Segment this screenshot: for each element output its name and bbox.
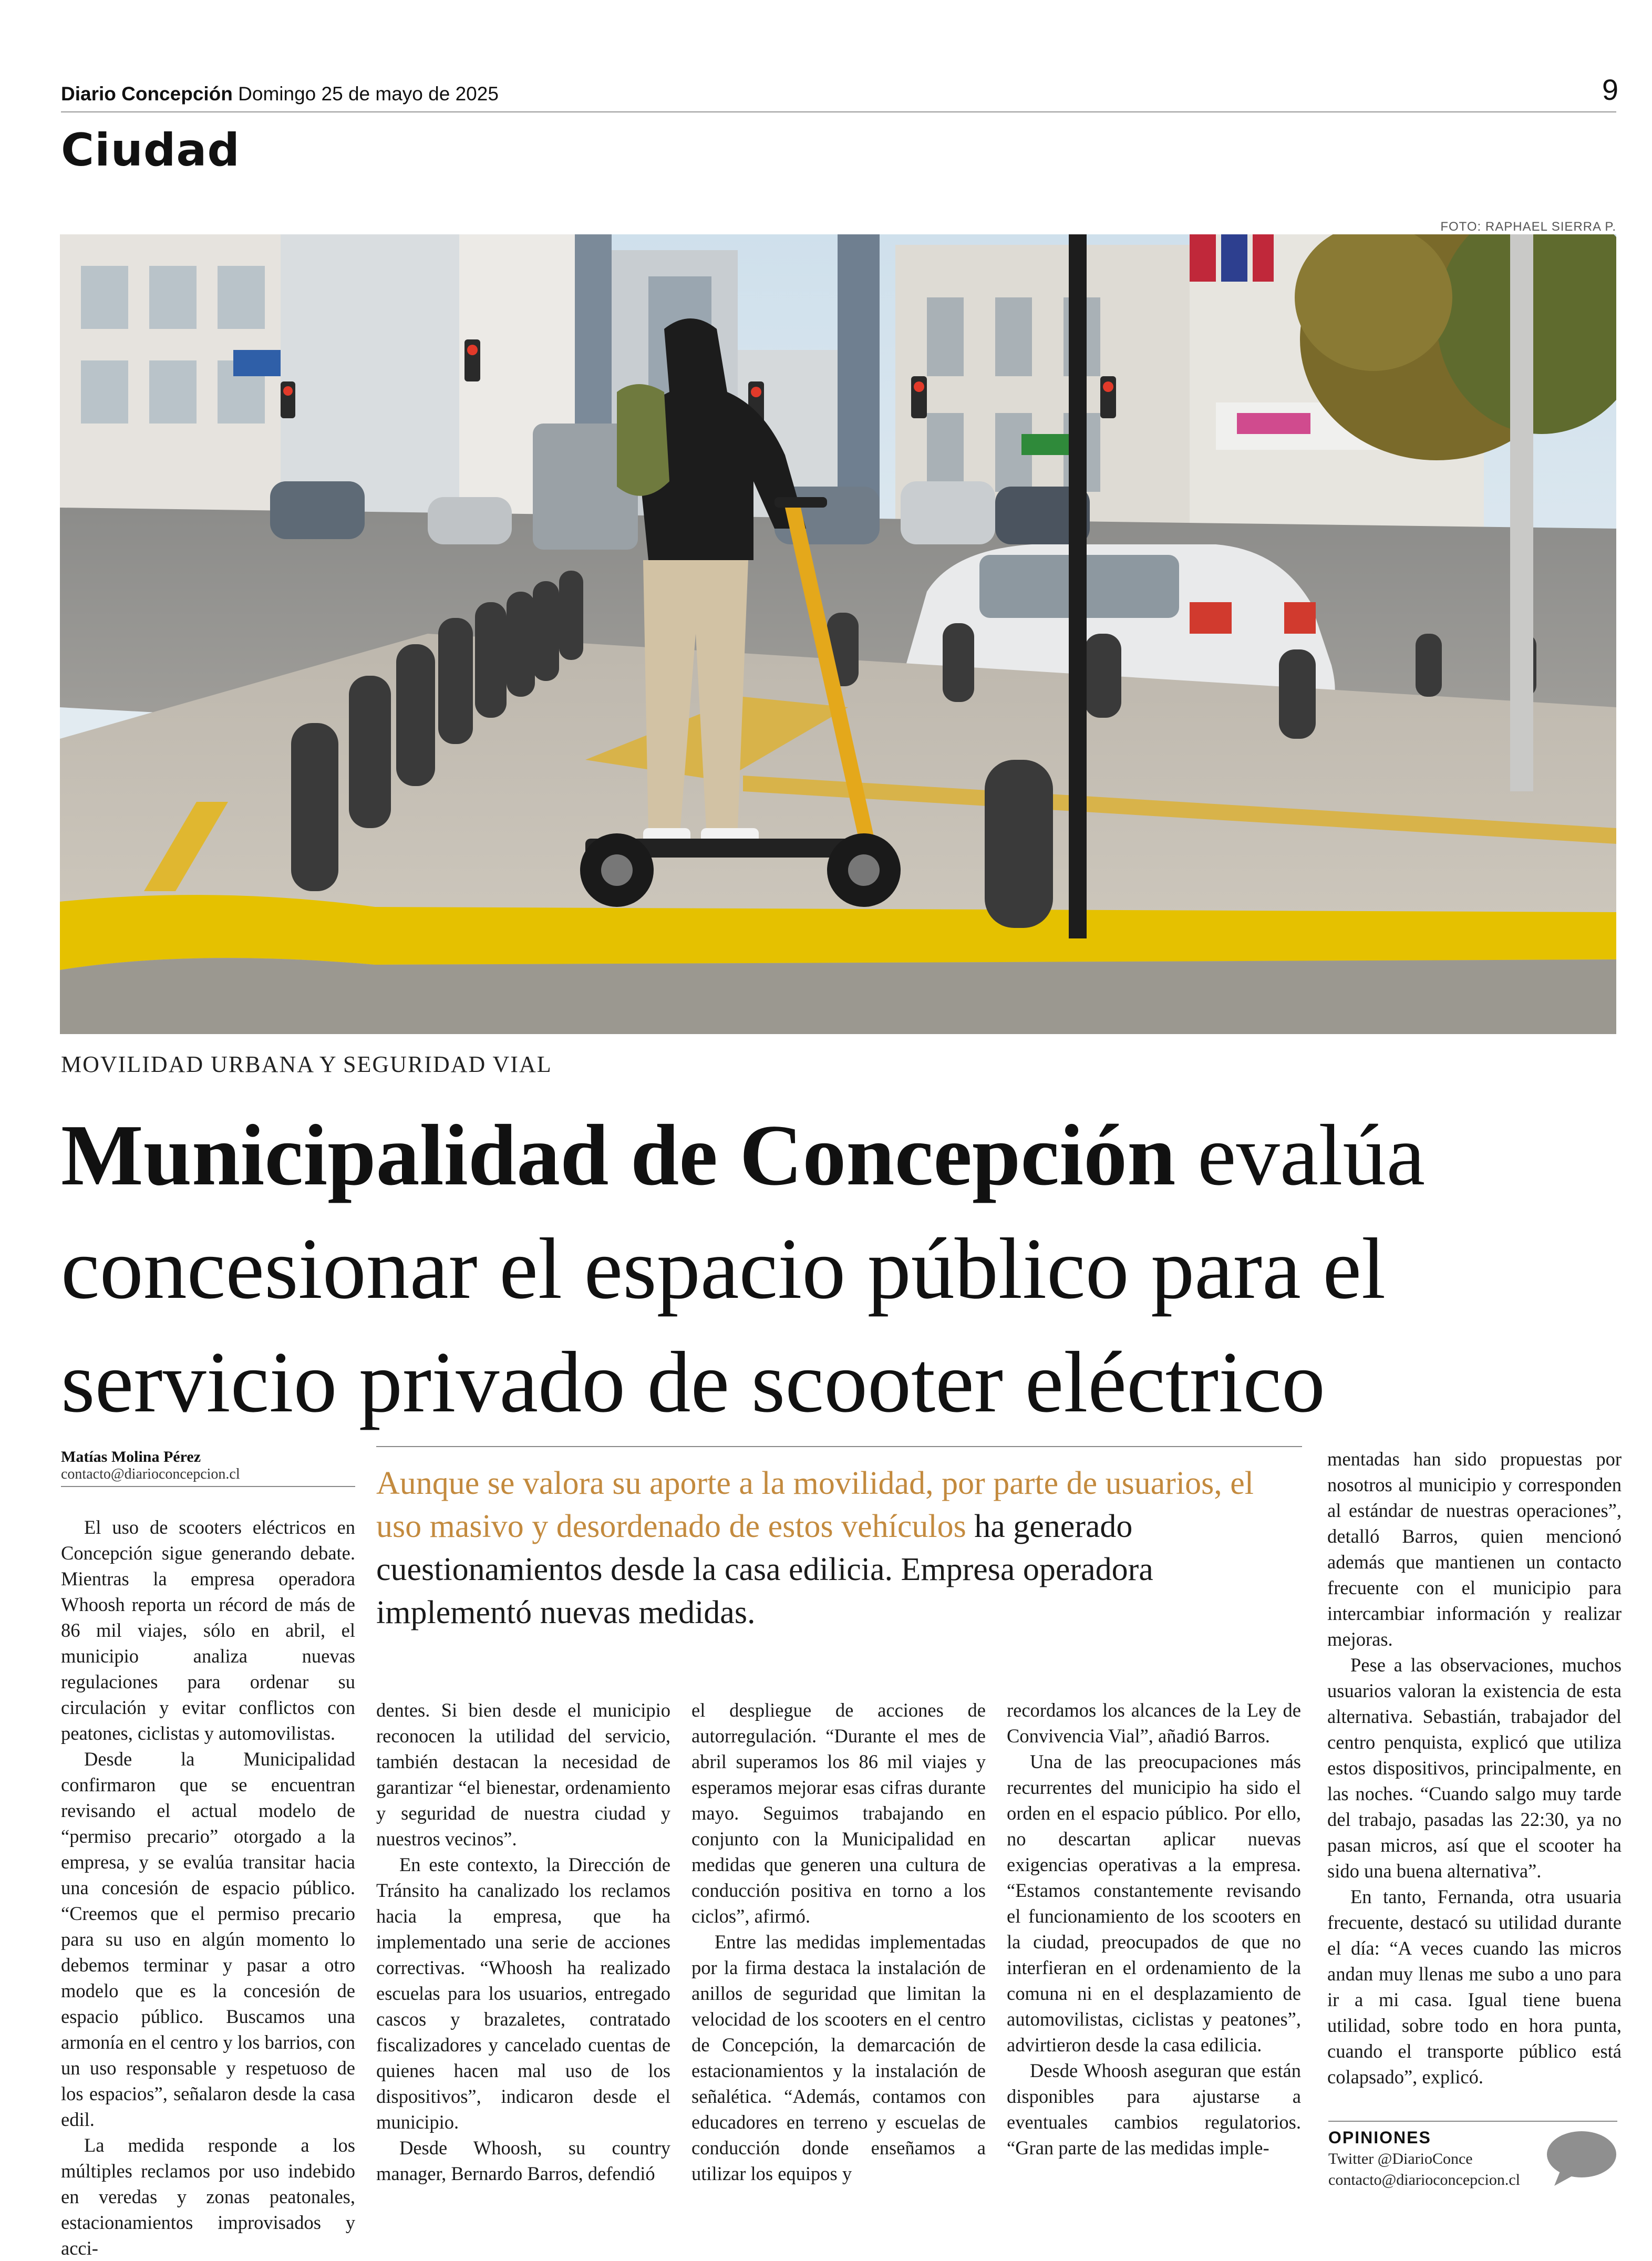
article-headline	[61, 1098, 1627, 1439]
body-column-1	[61, 1514, 355, 2261]
paragraph: Desde Whoosh aseguran que están disponibles para ajustarse a eventuales cambios regulatorios. “Gran parte de las medidas imple-	[1007, 2060, 1301, 2159]
headline-rest: evalúa concesionar el espacio público para el servicio privado de scooter eléctrico	[61, 1107, 1426, 1430]
body-column-3	[691, 1697, 986, 2186]
paragraph: Desde Whoosh, su country manager, Bernardo Barros, defendió	[376, 2137, 670, 2184]
byline	[61, 1448, 355, 1487]
photo-credit: FOTO: RAPHAEL SIERRA P.	[1440, 220, 1616, 234]
lead-rest: ha generado cuestionamientos desde la casa edilicia. Empresa operadora implementó nuevas medidas.	[376, 1509, 1153, 1630]
body-column-2	[376, 1697, 670, 2186]
speech-bubble-icon	[1545, 2129, 1618, 2187]
article-kicker: MOVILIDAD URBANA Y SEGURIDAD VIAL	[61, 1051, 552, 1077]
paragraph: En tanto, Fernanda, otra usuaria frecuente, destacó su utilidad durante el día: “A veces cuando las micros andan muy llenas me subo a uno para ir a mi casa. Igual tiene buena utilidad, sobre todo en hora punta, cuando el transporte público está colapsado”, explicó.	[1327, 1886, 1622, 2088]
paragraph: La medida responde a los múltiples reclamos por uso indebido en veredas y zonas peatonales, estacionamientos improvisados y acci-	[61, 2134, 355, 2259]
byline-name: Matías Molina Pérez	[61, 1448, 201, 1465]
lead-highlight: Aunque se valora su aporte a la movilidad, por parte de usuarios, el uso masivo y desordenado de estos vehículos	[376, 1465, 1254, 1544]
paragraph: el despliegue de acciones de autorregulación. “Durante el mes de abril superamos los 86 mil viajes y esperamos mejorar esas cifras durante mayo. Seguimos trabajando en conjunto con la Municipalidad en medidas que generen una cultura de conducción positiva en torno a los ciclos”, afirmó.	[691, 1699, 986, 1927]
header-rule	[61, 111, 1616, 112]
paragraph: dentes. Si bien desde el municipio reconocen la utilidad del servicio, también destacan la necesidad de garantizar “el bienestar, ordenamiento y seguridad de nuestra ciudad y nuestros vecinos”.	[376, 1699, 670, 1850]
paragraph: Una de las preocupaciones más recurrentes del municipio ha sido el orden en el espacio público. Por ello, no descartan aplicar nuevas exigencias operativas a la empresa. “Estamos constantemente revisando el funcionamiento de los scooters en la ciudad, preocupados de que no interfieran en el ordenamiento de la comuna ni en el desplazamiento de automovilistas, ciclistas y peatones”, advirtieron desde la casa edilicia.	[1007, 1751, 1301, 2056]
paragraph: En este contexto, la Dirección de Tránsito ha canalizado los reclamos hacia la empresa, que ha implementado una serie de acciones correctivas. “Whoosh ha realizado escuelas para los usuarios, entregado cascos y brazaletes, contratado fiscalizadores y cancelado cuentas de quienes hacen mal uso de los dispositivos”, indicaron desde el municipio.	[376, 1854, 670, 2133]
body-column-5	[1327, 1446, 1622, 2090]
lead-top-rule	[376, 1446, 1302, 1447]
article-photo	[60, 234, 1616, 1034]
byline-email: contacto@diarioconcepcion.cl	[61, 1466, 240, 1482]
paragraph: recordamos los alcances de la Ley de Convivencia Vial”, añadió Barros.	[1007, 1699, 1301, 1747]
paragraph: mentadas han sido propuestas por nosotros al municipio y corresponden al estándar de nuestras operaciones”, detalló Barros, quien mencionó además que mantienen un contacto frecuente con el municipio para intercambiar información y realizar mejoras.	[1327, 1448, 1622, 1650]
paper-name: Diario Concepción	[61, 83, 233, 105]
article-lead	[376, 1462, 1280, 1634]
issue-date: Domingo 25 de mayo de 2025	[238, 83, 499, 105]
opiniones-rule	[1328, 2121, 1617, 2122]
headline-bold: Municipalidad de Concepción	[61, 1107, 1176, 1203]
byline-rule	[61, 1486, 355, 1487]
paragraph: Entre las medidas implementadas por la firma destaca la instalación de anillos de seguridad que limitan la velocidad de los scooters en el centro de Concepción, la demarcación de estacionamientos y la instalación de señalética. “Además, contamos con educadores en terreno y escuelas de conducción donde enseñamos a utilizar los equipos y	[691, 1931, 986, 2184]
opiniones-email: contacto@diarioconcepcion.cl	[1328, 2171, 1520, 2188]
opiniones-twitter: Twitter @DiarioConce	[1328, 2150, 1473, 2167]
opiniones-title: OPINIONES	[1328, 2128, 1431, 2147]
page-number: 9	[1602, 73, 1618, 106]
masthead-line	[61, 83, 499, 105]
paragraph: Pese a las observaciones, muchos usuarios valoran la existencia de esta alternativa. Sebastián, trabajador del centro penquista, explicó que utiliza estos dispositivos, principalmente, en las noches. “Cuando salgo muy tarde del trabajo, pasadas las 22:30, ya no pasan micros, así que el scooter ha sido una buena alternativa”.	[1327, 1654, 1622, 1882]
section-title: Ciudad	[61, 124, 240, 177]
body-column-4	[1007, 1697, 1301, 2161]
paragraph: Desde la Municipalidad confirmaron que se encuentran revisando el actual modelo de “permiso precario” otorgado a la empresa, y se evalúa transitar hacia una concesión de espacio público. “Creemos que el permiso precario para su uso en algún momento lo debemos terminar y pasar a otro modelo que es la concesión de espacio público. Buscamos una armonía en el centro y los barrios, con un uso responsable y respetuoso de los espacios”, señalaron desde la casa edil.	[61, 1748, 355, 2130]
paragraph: El uso de scooters eléctricos en Concepción sigue generando debate. Mientras la empresa operadora Whoosh reporta un récord de más de 86 mil viajes, sólo en abril, el municipio analiza nuevas regulaciones para ordenar su circulación y evitar conflictos con peatones, ciclistas y automovilistas.	[61, 1516, 355, 1744]
